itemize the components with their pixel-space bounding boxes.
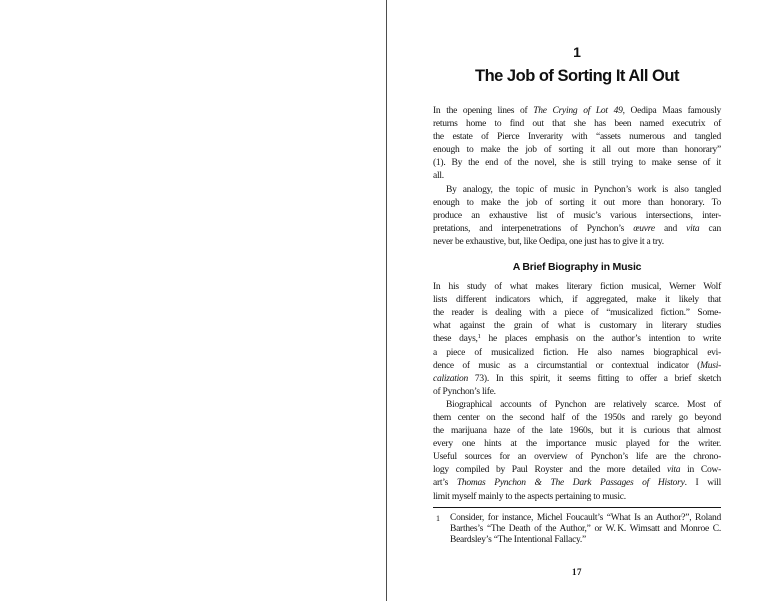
page-content	[433, 0, 721, 577]
footnote-marker: 1	[436, 513, 440, 523]
footnote-text	[450, 513, 721, 546]
text-line: In the opening lines of The Crying of Lot 49, Oedipa Maas famously	[433, 106, 721, 116]
text-line: (1). By the end of the novel, she is still trying to make sense of it	[433, 158, 721, 169]
text-line: logy compiled by Paul Royster and the more detailed vita in Cow-	[433, 465, 722, 476]
text-line: of Pynchon’s life.	[433, 386, 496, 397]
text-line: enough to make the job of sorting it all out more than honorary”	[433, 145, 721, 156]
paragraph	[433, 105, 721, 184]
text-line: lists different indicators which, if aggregated, make it likely that	[433, 295, 721, 306]
text-line: the estate of Pierce Inverarity with “assets numerous and tangled	[433, 132, 721, 143]
text-line: Barthes’s “The Death of the Author,” or W. K. Wimsatt and Monroe C.	[450, 523, 721, 534]
text-line: the reader is dealing with a piece of “musicalized fiction.” Some-	[433, 308, 721, 319]
right-page	[387, 0, 773, 601]
text-line: pretations, and interpenetrations of Pynchon’s œuvre and vita can	[433, 223, 721, 234]
text-line: Beardsley’s “The Intentional Fallacy.”	[450, 534, 587, 545]
page-number: 17	[572, 566, 582, 577]
text-line: In his study of what makes literary fiction musical, Werner Wolf	[433, 282, 721, 293]
left-page-blank	[0, 0, 386, 601]
text-line: art’s Thomas Pynchon & The Dark Passages of History. I will	[433, 478, 721, 489]
section-heading: A Brief Biography in Music	[512, 261, 642, 274]
text-line: them center on the second half of the 1950s and rarely go beyond	[433, 412, 721, 423]
text-line: Biographical accounts of Pynchon are relatively scarce. Most of	[446, 399, 721, 410]
text-line: limit myself mainly to the aspects pertaining to music.	[433, 491, 626, 502]
text-line: dence of music as a circumstantial or contextual indicator (Musi-	[433, 360, 721, 371]
text-line: every one hints at the importance music played for the writer.	[433, 439, 721, 450]
text-line: enough to make the job of sorting it out more than honorary. To	[433, 197, 721, 208]
text-line: Consider, for instance, Michel Foucault’s “What Is an Author?”, Roland	[450, 512, 721, 523]
chapter-title: The Job of Sorting It All Out	[475, 67, 679, 85]
chapter-number: 1	[573, 44, 581, 60]
text-line: never be exhaustive, but, like Oedipa, one just has to give it a try.	[433, 236, 664, 247]
text-line: the marijuana haze of the late 1960s, but it is curious that almost	[433, 426, 721, 437]
paragraph	[433, 399, 721, 504]
text-line: these days,$^1$ he places emphasis on the author’s intention to write	[433, 332, 721, 345]
text-line: Useful sources for an overview of Pynchon’s life are the chrono-	[433, 452, 721, 463]
paragraph	[433, 281, 721, 399]
paragraph	[433, 184, 721, 249]
text-line: all.	[433, 171, 444, 182]
footnote	[433, 513, 721, 546]
text-line: calization 73). In this spirit, it seems fitting to offer a brief sketch	[433, 373, 721, 384]
page-body	[433, 105, 721, 504]
text-line: what against the grain of what is customary in literary studies	[433, 321, 721, 332]
text-line: By analogy, the topic of music in Pynchon’s work is also tangled	[446, 184, 721, 195]
text-line: a piece of musicalized fiction. He also names biographical evi-	[433, 347, 721, 358]
footnote-rule	[433, 507, 721, 508]
text-line: produce an exhaustive list of music’s various intersections, inter-	[433, 210, 721, 221]
text-line: returns home to find out that she has been named executrix of	[433, 119, 721, 130]
